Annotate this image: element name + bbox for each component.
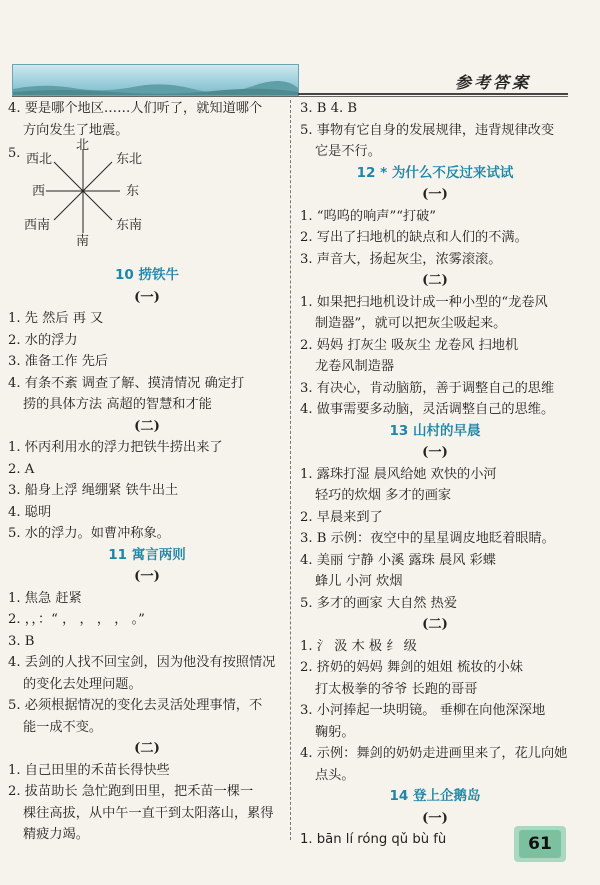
answer-line: 点头。: [315, 767, 355, 783]
lesson-title: 13 山村的早晨: [389, 422, 481, 439]
page-header-title: 参考答案: [455, 73, 532, 92]
right-column: [300, 98, 570, 851]
answer-line: 鞠躬。: [315, 724, 355, 740]
compass-north: 北: [76, 138, 90, 153]
answer-line: 1. 怀丙利用水的浮力把铁牛捞出来了: [8, 440, 223, 455]
answer-line: 3. 声音大，扬起灰尘，浓雾滚滚。: [300, 251, 502, 267]
answer-line: 2. ，，：“ ， ， ， ， 。”: [8, 612, 145, 627]
compass-southeast: 东南: [116, 218, 143, 233]
answer-line: 5. 必须根据情况的变化去灵活处理事情，不: [8, 698, 263, 713]
answer-line: 2. 拔苗助长 急忙跑到田里，把禾苗一棵一: [8, 784, 254, 799]
answer-line: 5. 多才的画家 大自然 热爱: [300, 595, 458, 611]
answer-line: 2. 写出了扫地机的缺点和人们的不满。: [300, 230, 528, 245]
landscape-illustration: [13, 81, 298, 95]
answer-line: 4. 要是哪个地区……人们听了，就知道哪个: [8, 101, 263, 116]
page-number: 61: [519, 830, 561, 858]
answer-line: 1. 氵 汲 木 极 纟 级: [300, 638, 417, 654]
answer-line: 1. “呜呜的响声”“打破”: [300, 208, 437, 224]
part-heading: (一): [422, 187, 448, 202]
left-column: [8, 98, 286, 846]
answer-line: 2. 早晨来到了: [300, 509, 383, 525]
part-heading: (一): [134, 569, 160, 584]
answer-line: 方向发生了地震。: [23, 122, 129, 138]
answer-line: 3. 准备工作 先后: [8, 354, 109, 369]
answer-line: 2. 妈妈 打灰尘 吸灰尘 龙卷风 扫地机: [300, 337, 519, 353]
answer-line: 蜂儿 小河 炊烟: [315, 574, 403, 589]
header-rule-thin: [12, 96, 568, 97]
answer-line: 3. 有决心，肯动脑筋，善于调整自己的思维: [300, 380, 555, 396]
answer-line: 它是不行。: [315, 144, 381, 159]
answer-line: 3. 小河捧起一块明镜。 垂柳在向他深深地: [300, 703, 546, 718]
answer-line: 能一成不变。: [23, 719, 103, 735]
compass-south: 南: [76, 234, 90, 249]
part-heading: (二): [134, 418, 160, 434]
compass-southwest: 西南: [24, 218, 51, 233]
answer-line: 1. 如果把扫地机设计成一种小型的“龙卷风: [300, 294, 548, 310]
answer-line: 3. B 4. B: [300, 101, 358, 116]
lesson-title: 14 登上企鹅岛: [389, 788, 481, 804]
answer-line: 3. B: [8, 633, 35, 649]
answer-line: 1. 焦急 赶紧: [8, 590, 82, 606]
header-banner: [12, 64, 299, 96]
compass-west: 西: [32, 184, 46, 199]
answer-line: 1. bān lí róng qǔ bù fù: [300, 832, 447, 847]
answer-line: 2. A: [8, 461, 35, 477]
part-heading: (二): [422, 617, 448, 632]
answer-line: 1. 先 然后 再 又: [8, 311, 104, 326]
part-heading: (二): [422, 273, 448, 288]
answer-line: 2. 挤奶的妈妈 舞剑的姐姐 梳妆的小妹: [300, 660, 523, 675]
answer-line: 4. 美丽 宁静 小溪 露珠 晨风 彩蝶: [300, 552, 496, 568]
lesson-title: 12 * 为什么不反过来试试: [356, 164, 514, 181]
answer-line: 精疲力竭。: [23, 827, 89, 842]
compass-northwest: 西北: [26, 152, 53, 167]
answer-line: 4. 聪明: [8, 504, 52, 520]
answer-line: 打太极拳的爷爷 长跑的哥哥: [315, 681, 478, 697]
answer-line: 轻巧的炊烟 多才的画家: [315, 488, 452, 503]
answer-line: 4. 示例：舞剑的奶奶走进画里来了，花儿向她: [300, 746, 568, 761]
part-heading: (一): [422, 445, 448, 460]
answer-line: 3. B 示例：夜空中的星星调皮地眨着眼睛。: [300, 531, 555, 546]
compass-east: 东: [126, 184, 140, 199]
answer-line: 制造器”，就可以把灰尘吸起来。: [315, 316, 507, 331]
compass-diagram: [8, 138, 286, 251]
header-rule: [298, 93, 568, 95]
answer-line: 的变化去处理问题。: [23, 676, 142, 692]
column-divider: [290, 100, 291, 840]
answer-line: 1. 自己田里的禾苗长得快些: [8, 762, 170, 778]
compass-northeast: 东北: [116, 152, 143, 167]
item-number: 5.: [8, 146, 21, 161]
lesson-title: 10 捞铁牛: [115, 267, 179, 283]
answer-line: 3. 船身上浮 绳绷紧 铁牛出土: [8, 483, 179, 498]
part-heading: (一): [422, 810, 448, 826]
answer-line: 5. 事物有它自身的发展规律，违背规律改变: [300, 122, 555, 138]
answer-line: 捞的具体方法 高超的智慧和才能: [23, 397, 212, 412]
answer-line: 4. 丢剑的人找不回宝剑，因为他没有按照情况: [8, 655, 276, 670]
lesson-title: 11 寓言两则: [108, 546, 186, 563]
answer-line: 棵往高拔，从中午一直干到太阳落山，累得: [23, 805, 274, 821]
part-heading: (二): [134, 741, 160, 756]
answer-line: 2. 水的浮力: [8, 332, 78, 348]
answer-line: 4. 做事需要多动脑，灵活调整自己的思维。: [300, 402, 555, 417]
part-heading: (一): [134, 289, 160, 305]
answer-line: 5. 水的浮力。如曹冲称象。: [8, 526, 170, 541]
answer-line: 4. 有条不紊 调查了解、摸清情况 确定打: [8, 375, 245, 391]
answer-line: 龙卷风制造器: [315, 359, 395, 374]
answer-line: 1. 露珠打湿 晨风给她 欢快的小河: [300, 466, 497, 482]
